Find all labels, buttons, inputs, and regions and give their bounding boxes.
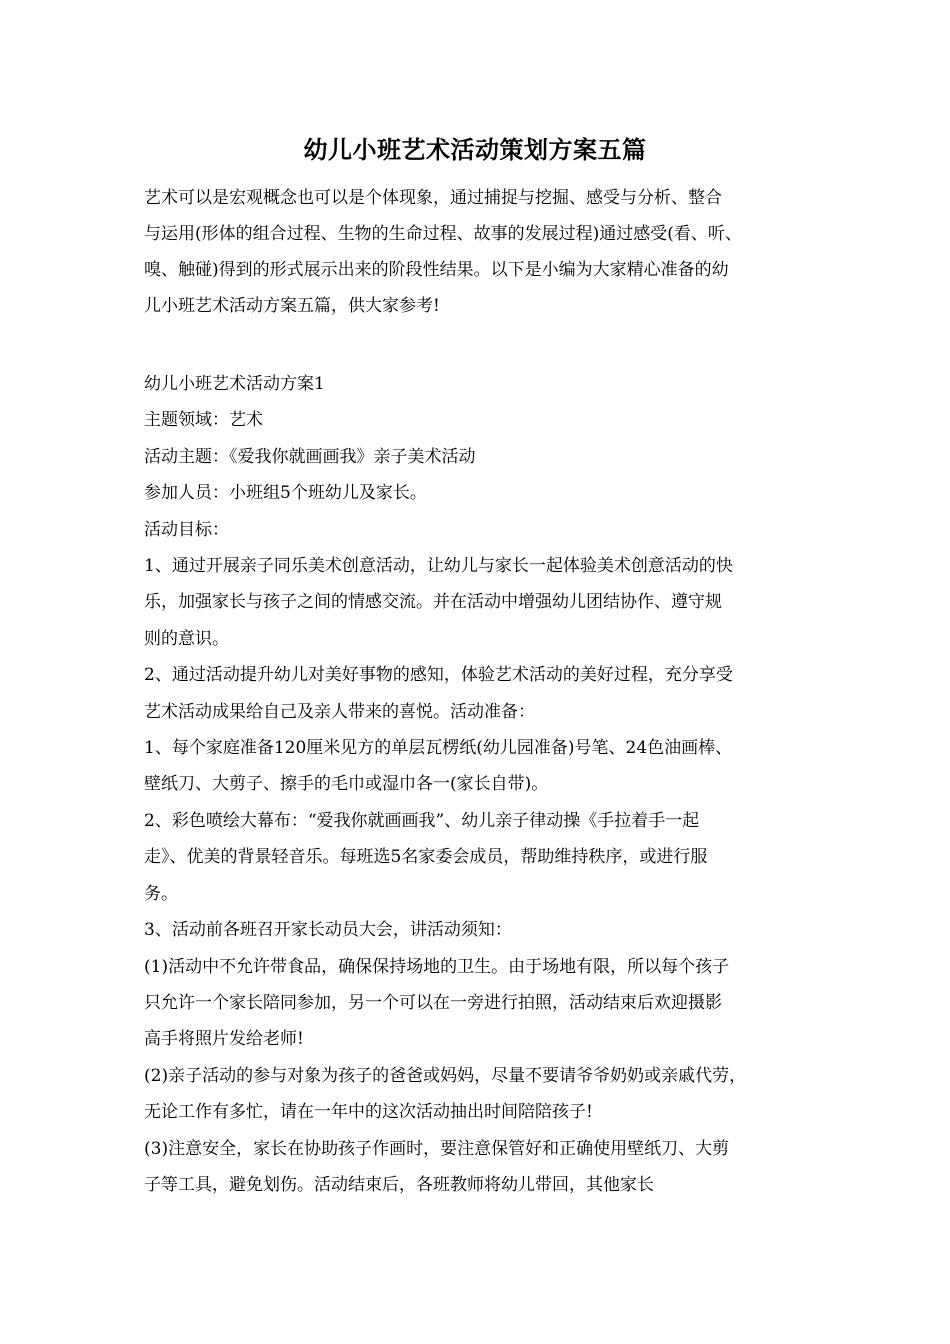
prep-3-line: 3、活动前各班召开家长动员大会，讲活动须知： (144, 920, 512, 941)
intro-line: 与运用(形体的组合过程、生物的生命过程、故事的发展过程)通过感受(看、听、 (144, 224, 742, 244)
goals-heading: 活动目标： (144, 519, 229, 540)
prep-1-line: 壁纸刀、大剪子、擦手的毛巾或湿巾各一(家长自带)。 (144, 774, 549, 795)
prep-2-line: 务。 (144, 883, 178, 904)
prep-2-line: 走》、优美的背景轻音乐。每班选5名家委会成员，帮助维持秩序，或进行服 (144, 847, 708, 868)
notice-2-line: 无论工作有多忙，请在一年中的这次活动抽出时间陪陪孩子! (144, 1102, 593, 1123)
notice-2-line: (2)亲子活动的参与对象为孩子的爸爸或妈妈，尽量不要请爷爷奶奶或亲戚代劳， (144, 1065, 747, 1086)
intro-line: 嗅、触碰)得到的形式展示出来的阶段性结果。以下是小编为大家精心准备的幼 (144, 260, 729, 280)
plan-section-1 (144, 366, 832, 1203)
intro-paragraph (144, 180, 832, 324)
notice-1-line: 只允许一个家长陪同参加，另一个可以在一旁进行拍照，活动结束后欢迎摄影 (144, 992, 722, 1013)
participants-line: 参加人员：小班组5个班幼儿及家长。 (144, 483, 427, 504)
section-heading: 幼儿小班艺术活动方案1 (144, 374, 325, 394)
notice-3-line: 子等工具，避免划伤。活动结束后，各班教师将幼儿带回，其他家长 (144, 1174, 654, 1195)
document-title: 幼儿小班艺术活动策划方案五篇 (303, 135, 647, 164)
notice-3-line: (3)注意安全，家长在协助孩子作画时，要注意保管好和正确使用壁纸刀、大剪 (144, 1138, 730, 1159)
prep-1-line: 1、每个家庭准备120厘米见方的单层瓦楞纸(幼儿园准备)号笔、24色油画棒、 (144, 738, 733, 759)
activity-theme-line: 活动主题：《爱我你就画画我》亲子美术活动 (144, 446, 476, 467)
theme-domain-line: 主题领域：艺术 (144, 410, 263, 431)
notice-1-line: (1)活动中不允许带食品，确保保持场地的卫生。由于场地有限，所以每个孩子 (144, 956, 730, 977)
goal-2-line: 艺术活动成果给自己及亲人带来的喜悦。活动准备： (144, 701, 535, 722)
goal-1-line: 则的意识。 (144, 628, 229, 649)
prep-2-line: 2、彩色喷绘大幕布：“爱我你就画画我”、幼儿亲子律动操《手拉着手一起 (144, 810, 700, 831)
intro-line: 艺术可以是宏观概念也可以是个体现象，通过捕捉与挖掘、感受与分析、整合 (144, 188, 722, 208)
intro-line: 儿小班艺术活动方案五篇，供大家参考! (144, 296, 440, 316)
notice-1-line: 高手将照片发给老师! (144, 1029, 304, 1050)
goal-2-line: 2、通过活动提升幼儿对美好事物的感知，体验艺术活动的美好过程，充分享受 (144, 665, 733, 686)
goal-1-line: 乐，加强家长与孩子之间的情感交流。并在活动中增强幼儿团结协作、遵守规 (144, 592, 722, 613)
goal-1-line: 1、通过开展亲子同乐美术创意活动，让幼儿与家长一起体验美术创意活动的快 (144, 556, 733, 577)
